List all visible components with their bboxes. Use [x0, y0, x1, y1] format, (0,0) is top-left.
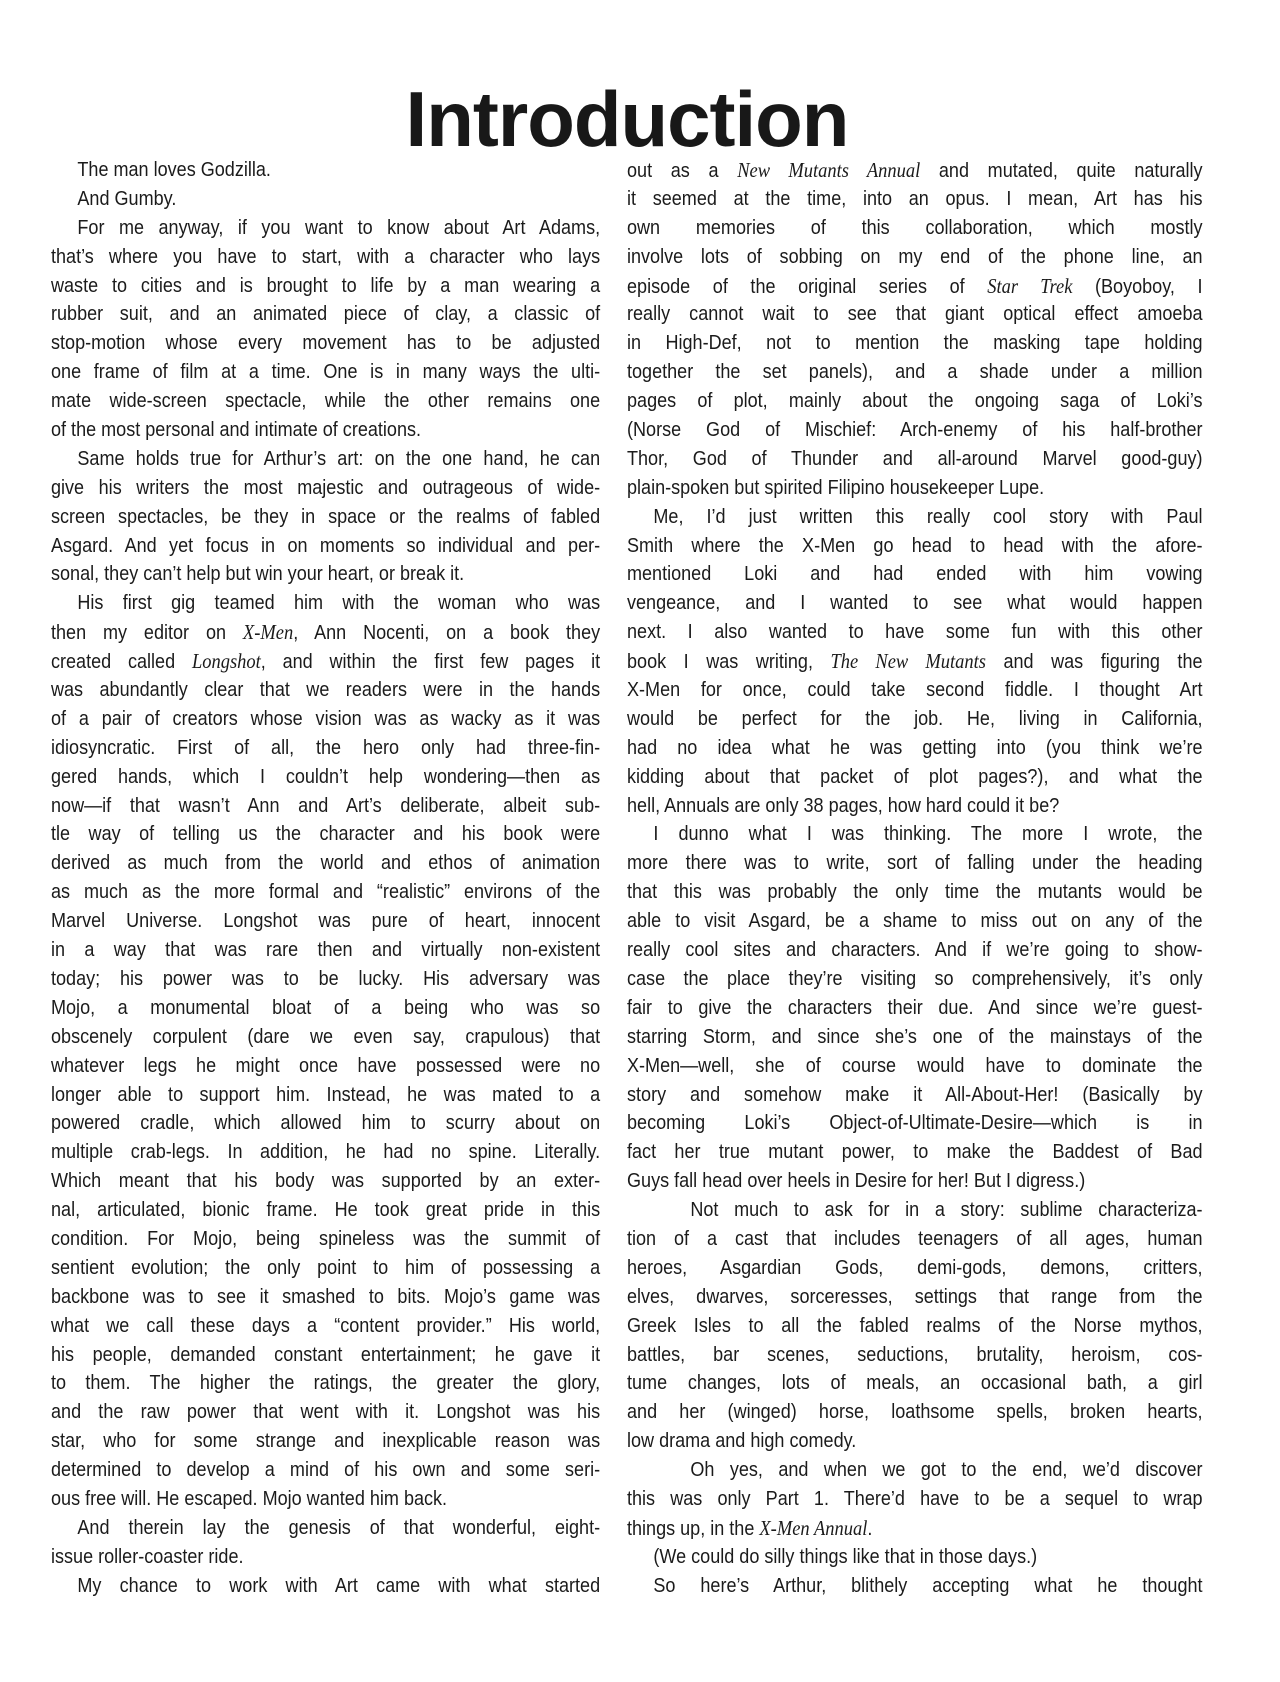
text-run: , Ann Nocenti, on a book they	[293, 621, 601, 645]
text-line: rubber suit, and an animated piece of clay, a classic of	[51, 302, 601, 326]
text-line: of a pair of creators whose vision was as wacky as it was	[51, 706, 601, 730]
text-line: really cool sites and characters. And if we’re going to show-	[627, 938, 1203, 962]
italic-title: Longshot	[191, 649, 261, 674]
text-line: multiple crab-legs. In addition, he had no spine. Literally.	[51, 1140, 601, 1164]
text-line: For me anyway, if you want to know about Art Adams,	[77, 215, 601, 239]
text-line: one frame of film at a time. One is in many ways the ulti-	[51, 360, 601, 384]
text-line: what we call these days a “content provider.” His world,	[51, 1313, 601, 1337]
text-line: plain-spoken but spirited Filipino housekeeper Lupe.	[627, 475, 1045, 499]
text-line: The man loves Godzilla.	[77, 158, 271, 181]
text-line: involve lots of sobbing on my end of the phone line, an	[627, 244, 1203, 268]
text-line: idiosyncratic. First of all, the hero only had three-fin-	[51, 735, 601, 759]
text-line: and her (winged) horse, loathsome spells, broken hearts,	[627, 1400, 1203, 1424]
text-line: as much as the more formal and “realistic” environs of the	[51, 880, 601, 904]
text-line: Me, I’d just written this really cool story with Paul	[653, 504, 1203, 528]
text-line	[627, 156, 1203, 185]
text-line: And Gumby.	[77, 186, 177, 210]
page-title: Introduction	[405, 75, 849, 164]
italic-title: X-Men Annual	[759, 1515, 868, 1540]
text-line: Guys fall head over heels in Desire for her! But I digress.)	[627, 1169, 1086, 1193]
text-line: battles, bar scenes, seductions, brutality, heroism, cos-	[627, 1342, 1203, 1366]
text-line: screen spectacles, be they in space or the realms of fabled	[51, 504, 601, 528]
text-line: own memories of this collaboration, which mostly	[627, 215, 1203, 239]
text-line	[627, 1514, 1203, 1543]
text-run: created called	[51, 650, 192, 674]
text-line: it seemed at the time, into an opus. I mean, Art has his	[627, 186, 1203, 210]
text-line: powered cradle, which allowed him to scurry about on	[51, 1111, 601, 1135]
italic-title: The New Mutants	[830, 649, 986, 674]
text-line: waste to cities and is brought to life by a man wearing a	[51, 273, 601, 297]
right-column	[627, 156, 1203, 1601]
text-line: to them. The higher the ratings, the greater the glory,	[51, 1371, 601, 1395]
text-line: now—if that wasn’t Ann and Art’s deliberate, albeit sub-	[51, 793, 601, 817]
text-line: case the place they’re visiting so comprehensively, it’s only	[627, 966, 1203, 990]
text-line: sentient evolution; the only point to him of possessing a	[51, 1255, 601, 1279]
text-line: determined to develop a mind of his own and some seri-	[51, 1458, 601, 1482]
text-line: fair to give the characters their due. And since we’re guest-	[627, 995, 1203, 1019]
text-line: heroes, Asgardian Gods, demi-gods, demons, critters,	[627, 1255, 1203, 1279]
text-line: and the raw power that went with it. Longshot was his	[51, 1400, 601, 1424]
text-line	[51, 618, 600, 647]
text-run: book I was writing,	[627, 650, 831, 674]
text-line: X-Men—well, she of course would have to dominate the	[627, 1053, 1203, 1077]
text-run: episode of the original series of	[627, 274, 988, 298]
text-line: Mojo, a monumental bloat of a being who was so	[51, 995, 601, 1019]
text-line: Asgard. And yet focus in on moments so individual and per-	[51, 533, 601, 557]
italic-title: New Mutants Annual	[737, 158, 921, 182]
text-line: ous free will. He escaped. Mojo wanted him back.	[51, 1486, 448, 1510]
text-line	[627, 272, 1203, 301]
text-run: and mutated, quite naturally	[920, 159, 1203, 182]
text-line: longer able to support him. Instead, he was mated to a	[51, 1082, 601, 1106]
text-line: had no idea what he was getting into (you think we’re	[627, 735, 1203, 759]
text-line: stop-motion whose every movement has to be adjusted	[51, 331, 601, 355]
text-line: give his writers the most majestic and outrageous of wide-	[51, 475, 601, 499]
text-line: would be perfect for the job. He, living in California,	[627, 706, 1203, 730]
text-run: then my editor on	[51, 621, 243, 645]
text-line: starring Storm, and since she’s one of the mainstays of the	[627, 1024, 1203, 1048]
text-line: (We could do silly things like that in those days.)	[653, 1544, 1038, 1568]
text-line: Marvel Universe. Longshot was pure of heart, innocent	[51, 909, 601, 933]
text-line: was abundantly clear that we readers were in the hands	[51, 678, 601, 702]
text-line: My chance to work with Art came with what started	[77, 1573, 601, 1597]
text-line: issue roller-coaster ride.	[51, 1544, 244, 1568]
text-line: sonal, they can’t help but win your heart, or break it.	[51, 562, 465, 586]
text-line: hell, Annuals are only 38 pages, how hard could it be?	[627, 793, 1060, 817]
text-line: Not much to ask for in a story: sublime characteriza-	[690, 1198, 1203, 1222]
text-line: becoming Loki’s Object-of-Ultimate-Desire—which is in	[627, 1111, 1203, 1135]
text-line: together the set panels), and a shade under a million	[627, 360, 1203, 384]
text-run: out as a	[627, 159, 738, 182]
text-line: Oh yes, and when we got to the end, we’d discover	[690, 1458, 1203, 1482]
text-line: nal, articulated, bionic frame. He took great pride in this	[51, 1198, 601, 1222]
text-line: I dunno what I was thinking. The more I wrote, the	[653, 822, 1203, 846]
text-run: things up, in the	[627, 1516, 760, 1540]
text-line: in a way that was rare then and virtually non-existent	[51, 938, 601, 962]
text-line: low drama and high comedy.	[627, 1429, 857, 1453]
text-run: (Boyoboy, I	[1072, 274, 1203, 298]
text-line: So here’s Arthur, blithely accepting what he thought	[653, 1573, 1203, 1597]
text-line: next. I also wanted to have some fun with this other	[627, 620, 1203, 644]
text-line: fact her true mutant power, to make the Baddest of Bad	[627, 1140, 1203, 1164]
text-line: Which meant that his body was supported by an exter-	[51, 1169, 601, 1193]
text-run: .	[867, 1516, 873, 1540]
text-line: His first gig teamed him with the woman who was	[77, 591, 601, 615]
text-line: backbone was to see it smashed to bits. Mojo’s game was	[51, 1284, 601, 1308]
text-line: really cannot wait to see that giant optical effect amoeba	[627, 302, 1203, 326]
text-line: able to visit Asgard, be a shame to miss out on any of the	[627, 909, 1203, 933]
text-line: pages of plot, mainly about the ongoing saga of Loki’s	[627, 389, 1203, 413]
text-line: obscenely corpulent (dare we even say, crapulous) that	[51, 1024, 601, 1048]
text-line: his people, demanded constant entertainment; he gave it	[51, 1342, 601, 1366]
text-line: tume changes, lots of meals, an occasional bath, a girl	[627, 1371, 1203, 1395]
text-line: derived as much from the world and ethos of animation	[51, 851, 601, 875]
text-line: more there was to write, sort of falling under the heading	[627, 851, 1203, 875]
text-line: Thor, God of Thunder and all-around Marvel good-guy)	[627, 446, 1203, 470]
text-line: story and somehow make it All-About-Her! (Basically by	[627, 1082, 1203, 1106]
text-line: this was only Part 1. There’d have to be a sequel to wrap	[627, 1486, 1203, 1510]
text-line: whatever legs he might once have possessed were no	[51, 1053, 601, 1077]
text-line: elves, dwarves, sorceresses, settings that range from the	[627, 1284, 1203, 1308]
text-line: mentioned Loki and had ended with him vowing	[627, 562, 1203, 586]
left-column	[51, 156, 600, 1601]
text-line: of the most personal and intimate of creations.	[51, 418, 422, 442]
text-line: that’s where you have to start, with a character who lays	[51, 244, 601, 268]
text-line: in High-Def, not to mention the masking tape holding	[627, 331, 1203, 355]
text-line: X-Men for once, could take second fiddle. I thought Art	[627, 678, 1203, 702]
text-line: today; his power was to be lucky. His adversary was	[51, 966, 601, 990]
text-line: star, who for some strange and inexplicable reason was	[51, 1429, 601, 1453]
text-line: And therein lay the genesis of that wonderful, eight-	[77, 1515, 601, 1539]
text-line: tle way of telling us the character and his book were	[51, 822, 601, 846]
italic-title: X-Men	[242, 620, 294, 645]
italic-title: Star Trek	[987, 273, 1073, 298]
text-line: mate wide-screen spectacle, while the other remains one	[51, 389, 601, 413]
text-line: Smith where the X-Men go head to head with the afore-	[627, 533, 1203, 557]
text-line: (Norse God of Mischief: Arch-enemy of his half-brother	[627, 418, 1203, 442]
text-line: condition. For Mojo, being spineless was the summit of	[51, 1226, 601, 1250]
text-line: vengeance, and I wanted to see what would happen	[627, 591, 1203, 615]
text-run: , and within the first few pages it	[260, 650, 601, 674]
text-line: gered hands, which I couldn’t help wondering—then as	[51, 764, 601, 788]
text-line: tion of a cast that includes teenagers of all ages, human	[627, 1226, 1203, 1250]
text-line	[51, 647, 600, 676]
text-line: Greek Isles to all the fabled realms of the Norse mythos,	[627, 1313, 1203, 1337]
text-line: Same holds true for Arthur’s art: on the one hand, he can	[77, 446, 601, 470]
text-line: kidding about that packet of plot pages?), and what the	[627, 764, 1203, 788]
text-line: that this was probably the only time the mutants would be	[627, 880, 1203, 904]
text-run: and was figuring the	[985, 650, 1203, 674]
text-line	[627, 647, 1203, 676]
